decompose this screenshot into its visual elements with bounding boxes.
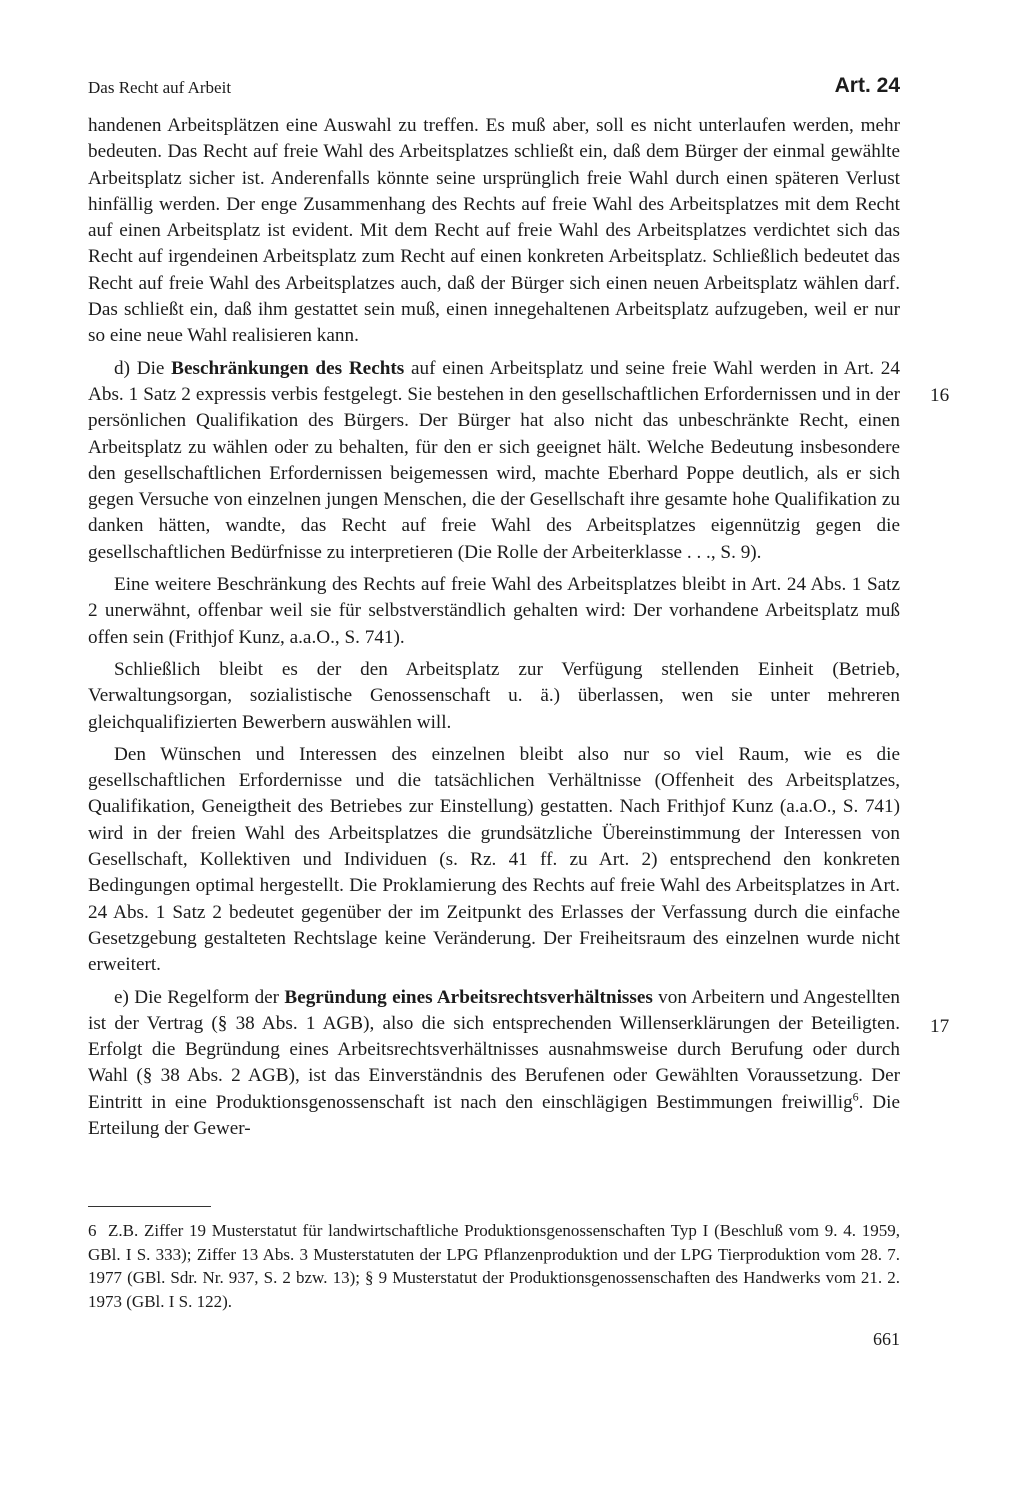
- footnote-mark: 6: [88, 1221, 97, 1240]
- paragraph-employment-relationship: [88, 985, 900, 1143]
- paragraph-restrictions: [88, 356, 900, 566]
- paragraph-continuation: handenen Arbeitsplätzen eine Auswahl zu treffen. Es muß aber, soll es nicht unterlaufen werden, mehr bedeuten. Das Recht auf freie Wahl des Arbeitsplatzes schließt ein, daß dem Bürger der einmal gewählte Arbeitsplatz sicher ist. Anderenfalls könnte seine ursprünglich freie Wahl durch einen späteren Verlust hinfällig werden. Der enge Zusammenhang des Rechts auf freie Wahl des Arbeitsplatzes mit dem Recht auf einen Arbeitsplatz ist evident. Mit dem Recht auf freie Wahl des Arbeitsplatzes verdichtet sich das Recht auf irgendeinen Arbeitsplatz zum Recht auf einen konkreten Arbeitsplatz. Schließlich bedeutet das Recht auf freie Wahl des Arbeitsplatzes auch, daß der Bürger sich einen neuen Arbeitsplatz wählen darf. Das schließt ein, daß ihm gestattet sein muß, einen innegehaltenen Arbeitsplatz aufzugeben, weil er nur so eine neue Wahl realisieren kann.: [88, 115, 900, 347]
- page-number: 661: [873, 1329, 900, 1349]
- running-head: [88, 74, 900, 102]
- paragraph-further-restriction: Eine weitere Beschränkung des Rechts auf freie Wahl des Arbeitsplatzes bleibt in Art. 24 Abs. 1 Satz 2 unerwähnt, offenbar weil sie für selbstverständlich gehalten wird: Der vorhandene Arbeitsplatz muß offen sein (Frithjof Kunz, a.a.O., S. 741).: [88, 574, 900, 648]
- paragraph-text: d) Die: [114, 357, 172, 379]
- bold-heading: Beschränkungen des Rechts: [171, 357, 405, 379]
- footnote-reference[interactable]: 6: [852, 1089, 859, 1104]
- margin-number-17: 17: [930, 1016, 950, 1037]
- bold-heading: Begründung eines Arbeitsrechtsverhältnisses: [284, 986, 653, 1008]
- paragraph-interests: Den Wünschen und Interessen des einzelnen bleibt also nur so viel Raum, wie es die gesellschaftlichen Erfordernisse und die tatsächlichen Verhältnisse (Offenheit des Arbeitsplatzes, Qualifikation, Geneigtheit des Betriebes zur Einstellung) gestatten. Nach Frithjof Kunz (a.a.O., S. 741) wird in der freien Wahl des Arbeitsplatzes die grundsätzliche Übereinstimmung der Interessen von Gesellschaft, Kollektiven und Individuen (s. Rz. 41 ff. zu Art. 2) entsprechend den konkreten Bedingungen optimal hergestellt. Die Proklamierung des Rechts auf freie Wahl des Arbeitsplatzes in Art. 24 Abs. 1 Satz 2 bedeutet gegenüber der im Zeitpunkt des Erlasses der Verfassung durch die einfache Gesetzgebung gestalteten Rechtslage keine Veränderung. Der Freiheitsraum des einzelnen wurde nicht erweitert.: [88, 743, 900, 976]
- paragraph-text: von Arbeitern und Angestellten ist der Vertrag (§ 38 Abs. 1 AGB), also die sich entsprechenden Willenserklärungen der Beteiligten. Erfolgt die Begründung eines Arbeitsrechtsverhältnisses ausnahmsweise durch Berufung oder durch Wahl (§ 38 Abs. 2 AGB), ist das Einverständnis des Berufenen oder Gewählten Voraussetzung. Der Eintritt in eine Produktionsgenossenschaft ist nach den einschlägigen Bestimmungen freiwillig: [88, 986, 900, 1113]
- footnote-text: Z.B. Ziffer 19 Musterstatut für landwirtschaftliche Produktionsgenossenschaften Typ I (Beschluß vom 9. 4. 1959, GBl. I S. 333); Ziffer 13 Abs. 3 Musterstatuten der LPG Pflanzenproduktion und der LPG Tierproduktion vom 28. 7. 1977 (GBl. Sdr. Nr. 937, S. 2 bzw. 13); § 9 Musterstatut der Produktionsgenossenschaften des Handwerks vom 21. 2. 1973 (GBl. I S. 122).: [88, 1221, 900, 1311]
- paragraph-text: . Die Erteilung der Gewer-: [88, 1091, 900, 1139]
- paragraph-text: auf einen Arbeitsplatz und seine freie Wahl werden in Art. 24 Abs. 1 Satz 2 expressis verbis festgelegt. Sie bestehen in den gesellschaftlichen Erfordernissen und in der persönlichen Qualifikation des Bürgers. Der Bürger hat also nicht das unbeschränkte Recht, einen Arbeitsplatz zu wählen oder zu behalten, für den er sich geeignet hält. Welche Bedeutung insbesondere den gesellschaftlichen Erfordernissen beigemessen wird, machte Eberhard Poppe deutlich, als er sich gegen Versuche von einzelnen jungen Menschen, die der Gesellschaft ihre gesamte hohe Qualifikation zu danken hätten, wandte, das Recht auf freie Wahl des Arbeitsplatzes eigennützig gegen die gesellschaftlichen Bedürfnisse zu interpretieren (Die Rolle der Arbeiterklasse . . ., S. 9).: [88, 357, 900, 563]
- running-head-title: Das Recht auf Arbeit: [88, 78, 232, 97]
- footnote-divider: [88, 1206, 211, 1207]
- article-label: Art. 24: [834, 74, 900, 97]
- margin-number-16: 16: [930, 385, 950, 406]
- footnote: [88, 1219, 900, 1313]
- paragraph-selection: Schließlich bleibt es der den Arbeitsplatz zur Verfügung stellenden Einheit (Betrieb, Verwaltungsorgan, sozialistische Genossenschaft u. ä.) überlassen, wen sie unter mehreren gleichqualifizierten Bewerbern auswählen will.: [88, 658, 900, 733]
- paragraph-text: e) Die Regelform der: [114, 986, 285, 1008]
- body-text: [88, 113, 900, 1142]
